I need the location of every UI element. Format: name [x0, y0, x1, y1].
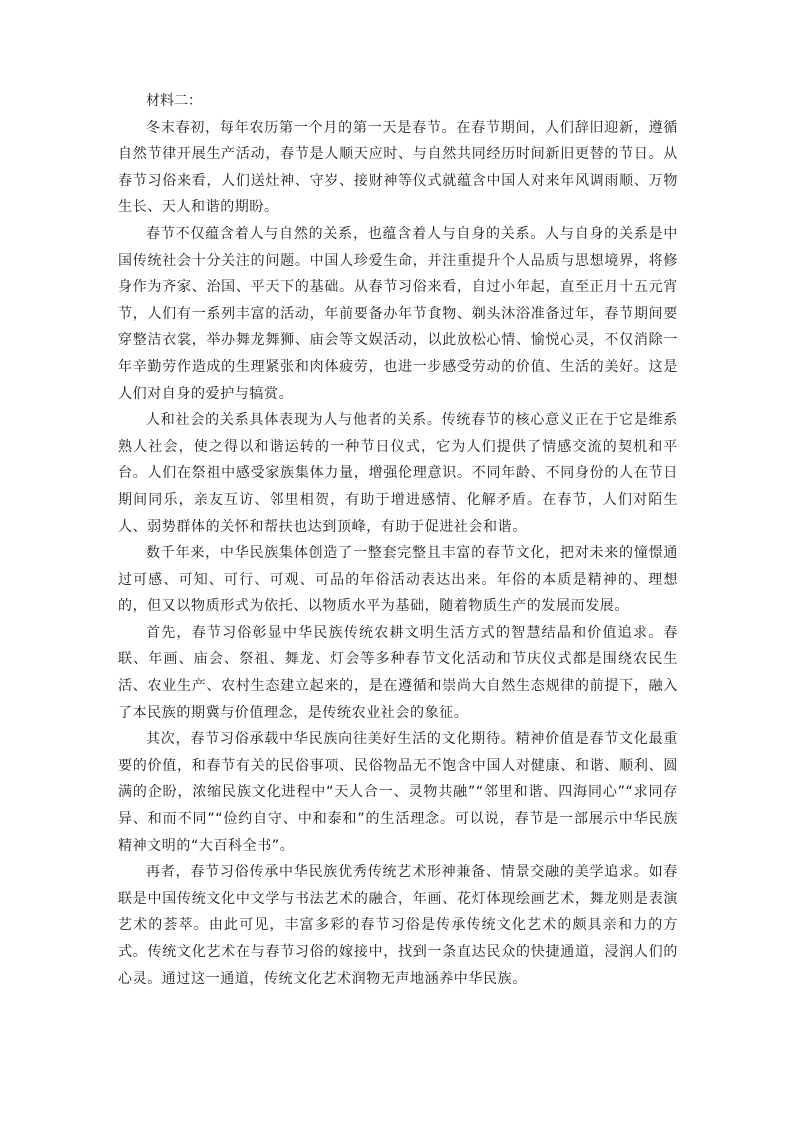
paragraph-6: 其次，春节习俗承载中华民族向往美好生活的文化期待。精神价值是春节文化最重要的价值，和春节有关的民俗事项、民俗物品无不饱含中国人对健康、和谐、顺利、圆满的企盼，浓缩民族文化进程中“天人合一、灵物共融”“邻里和谐、四海同心”“求同存异、和而不同”“俭约自守、中和泰和”的生活理念。可以说，春节是一部展示中华民族精神文明的“大百科全书”。 [118, 731, 678, 854]
document-page [118, 88, 678, 992]
section-heading: 材料二： [146, 93, 202, 109]
paragraph-1: 冬末春初，每年农历第一个月的第一天是春节。在春节期间，人们辞旧迎新，遵循自然节律开展生产活动，春节是人顺天应时、与自然共同经历时间新旧更替的节日。从春节习俗来看，人们送灶神、守岁、接财神等仪式就蕴含中国人对来年风调雨顺、万物生长、天人和谐的期盼。 [118, 119, 678, 216]
paragraph-5: 首先，春节习俗彰显中华民族传统农耕文明生活方式的智慧结晶和价值追求。春联、年画、庙会、祭祖、舞龙、灯会等多种春节文化活动和节庆仪式都是围绕农民生活、农业生产、农村生态建立起来的，是在遵循和崇尚大自然生态规律的前提下，融入了本民族的期冀与价值理念，是传统农业社会的象征。 [118, 624, 678, 721]
paragraph-4: 数千年来，中华民族集体创造了一整套完整且丰富的春节文化，把对未来的憧憬通过可感、可知、可行、可观、可品的年俗活动表达出来。年俗的本质是精神的、理想的，但又以物质形式为依托、以物质水平为基础，随着物质生产的发展而发展。 [118, 545, 678, 615]
paragraph-7: 再者，春节习俗传承中华民族优秀传统艺术形神兼备、情景交融的美学追求。如春联是中国传统文化中文学与书法艺术的融合，年画、花灯体现绘画艺术，舞龙则是表演艺术的荟萃。由此可见，丰富多彩的春节习俗是传承传统文化艺术的颇具亲和力的方式。传统文化艺术在与春节习俗的嫁接中，找到一条直达民众的快捷通道，浸润人们的心灵。通过这一通道，传统文化艺术润物无声地涵养中华民族。 [118, 864, 678, 987]
paragraph-3: 人和社会的关系具体表现为人与他者的关系。传统春节的核心意义正在于它是维系熟人社会，使之得以和谐运转的一种节日仪式，它为人们提供了情感交流的契机和平台。人们在祭祖中感受家族集体力量，增强伦理意识。不同年龄、不同身份的人在节日期间同乐，亲友互访、邻里相贺，有助于增进感情、化解矛盾。在春节，人们对陌生人、弱势群体的关怀和帮扶也达到顶峰，有助于促进社会和谐。 [118, 412, 678, 535]
paragraph-2: 春节不仅蕴含着人与自然的关系，也蕴含着人与自身的关系。人与自身的关系是中国传统社会十分关注的问题。中国人珍爱生命，并注重提升个人品质与思想境界，将修身作为齐家、治国、平天下的基础。从春节习俗来看，自过小年起，直至正月十五元宵节，人们有一系列丰富的活动，年前要备办年节食物、剃头沐浴准备过年，春节期间要穿整洁衣裳，举办舞龙舞狮、庙会等文娱活动，以此放松心情、愉悦心灵，不仅消除一年辛勤劳作造成的生理紧张和肉体疲劳，也进一步感受劳动的价值、生活的美好。这是人们对自身的爱护与犒赏。 [118, 225, 678, 402]
